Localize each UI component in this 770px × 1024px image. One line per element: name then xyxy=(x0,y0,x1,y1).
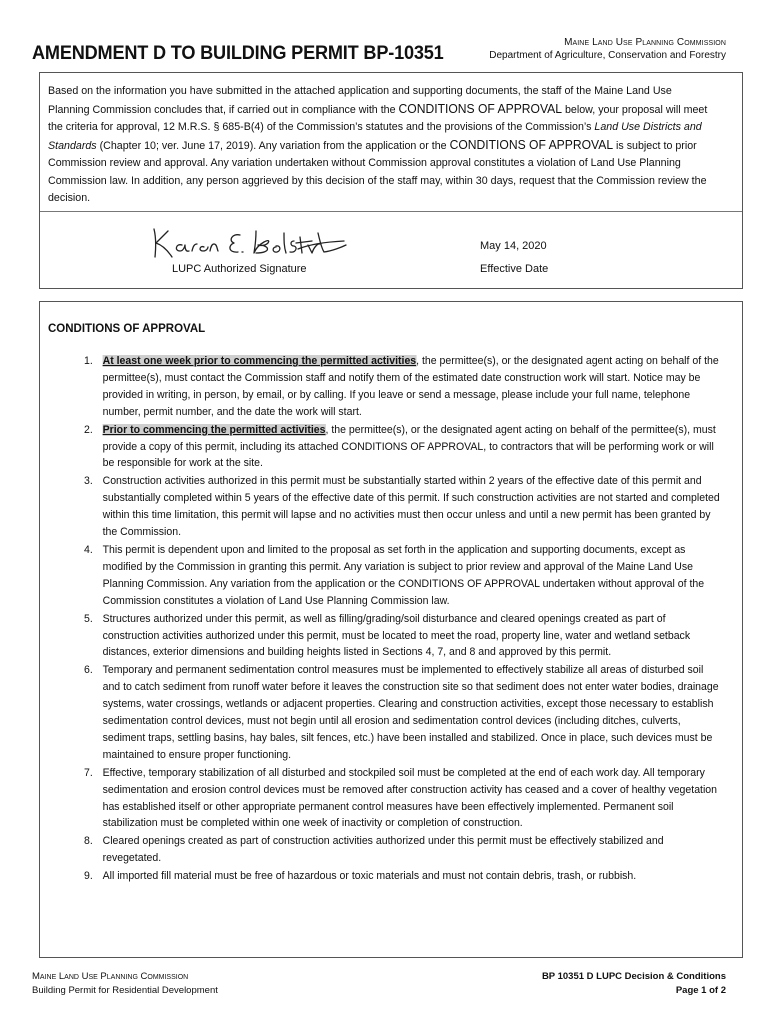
condition-item xyxy=(48,833,721,867)
condition-text xyxy=(103,868,721,885)
footer-page-number: Page 1 of 2 xyxy=(675,985,726,996)
condition-body: Effective, temporary stabilization of all disturbed and stockpiled soil must be completed at the end of each work day. All temporary sedimentation and erosion control devices must be removed after construction activity has ceased and a cover of healthy vegetation has established itself or other appropriate permanent control measures have been effectively implemented. Permanent soil stabilization must be completed within one week of inactivity or completion of construction. xyxy=(102,766,718,830)
condition-item xyxy=(48,542,721,610)
condition-text xyxy=(103,473,721,541)
condition-item xyxy=(48,868,721,885)
condition-body: Cleared openings created as part of construction activities authorized under this permit must be effectively stabilized and revegetated. xyxy=(102,835,664,865)
condition-body: Temporary and permanent sedimentation control measures must be implemented to effectively stabilize all areas of disturbed soil and to catch sediment from runoff water before it leaves the construction site so that sediment does not enter water bodies, drainage systems, water crossings, wetlands or adjacent properties. Clearing and construction activities, except those necessary to establish sedimentation control devices, must not begin until all erosion and sedimentation control devices (including ditches, culverts, sediment traps, settling basins, hay bales, silt fences, etc.) have been installed and stabilized. Once in place, such devices must be maintained to ensure proper functioning. xyxy=(102,664,719,761)
condition-item xyxy=(48,765,721,833)
intro-text-2: below, your proposal will meet the criteria for approval, 12 M.R.S. § 685-B(4) of the Commission’s statutes and the provisions of the Commission’s xyxy=(48,103,708,133)
condition-text xyxy=(103,542,721,610)
agency-block xyxy=(489,36,726,62)
agency-name: Maine Land Use Planning Commission xyxy=(564,37,726,48)
decision-box xyxy=(39,72,743,289)
intro-text-3: (Chapter 10; ver. June 17, 2019). Any variation from the application or the xyxy=(96,139,450,152)
conditions-list xyxy=(48,353,721,886)
condition-item xyxy=(48,473,721,541)
condition-number: 7. xyxy=(84,766,93,779)
footer-left xyxy=(32,970,218,998)
effective-date-label: Effective Date xyxy=(480,263,549,275)
condition-number: 3. xyxy=(84,475,93,488)
intro-text-1: Based on the information you have submitted in the attached application and supporting documents, the staff of the Maine Land Use Planning Commission concludes that, if carried out in compliance with the xyxy=(48,85,672,116)
conditions-box xyxy=(39,301,743,958)
condition-text xyxy=(103,353,721,421)
decision-paragraph xyxy=(48,83,711,208)
condition-text xyxy=(103,611,721,662)
condition-text xyxy=(103,833,721,867)
condition-item xyxy=(48,422,721,473)
condition-body: Structures authorized under this permit, as well as filling/grading/soil disturbance and cleared openings created as part of construction activities authorized under this permit, must be located to meet the road, property line, water and wetland setback distances, exterior dimensions and building heights listed in Sections 4, 7, and 8 and approved by this permit. xyxy=(102,612,691,659)
condition-body: This permit is dependent upon and limited to the proposal as set forth in the application and supporting documents, except as modified by the Commission in granting this permit. Any variation is subject to prior review and approval of the Maine Land Use Planning Commission. Any variation from the application or the CONDITIONS OF APPROVAL undertaken without approval of the Commission constitutes a violation of Land Use Planning Commission law. xyxy=(102,543,705,607)
effective-date-value: May 14, 2020 xyxy=(480,240,547,252)
condition-number: 2. xyxy=(84,423,93,436)
condition-highlight: Prior to commencing the permitted activities xyxy=(102,423,326,436)
agency-department: Department of Agriculture, Conservation and Forestry xyxy=(489,50,726,61)
condition-text xyxy=(103,765,721,833)
condition-text xyxy=(103,662,721,763)
page-title: AMENDMENT D TO BUILDING PERMIT BP-10351 xyxy=(32,42,444,64)
condition-number: 1. xyxy=(84,355,93,367)
condition-body: Construction activities authorized in this permit must be substantially started within 2 years of the effective date of this permit and substantially completed within 5 years of the effective date of this permit. If such construction activities are not started and completed within this time limitation, this permit will lapse and no activities must then occur unless and until a new permit has been granted by the Commission. xyxy=(102,475,720,539)
footer-right xyxy=(542,970,726,998)
condition-number: 8. xyxy=(84,835,93,848)
condition-body: , the permittee(s), or the designated agent acting on behalf of the permittee(s), must provide a copy of this permit, including its attached CONDITIONS OF APPROVAL, to contractors that will be performing work or will be responsible for work at the site. xyxy=(102,423,716,470)
handwritten-signature xyxy=(148,223,348,263)
intro-text-4: is subject to prior Commission review and approval. Any variation undertaken without Commission approval constitutes a violation of Land Use Planning Commission law. In addition, any person aggrieved by this decision of the staff may, within 30 days, request that the Commission review the decision. xyxy=(48,139,707,204)
condition-body: , the permittee(s), or the designated agent acting on behalf of the permittee(s), must contact the Commission staff and notify them of the estimated date construction work will start. Notice may be provided in writing, in person, by email, or by calling. If you leave or send a message, please include your full name, telephone number, permit number, and the date the work will start. xyxy=(102,355,719,418)
divider xyxy=(40,211,742,212)
signature-label: LUPC Authorized Signature xyxy=(172,263,307,275)
condition-number: 4. xyxy=(84,543,93,556)
condition-item xyxy=(48,611,721,662)
condition-number: 9. xyxy=(84,870,93,883)
condition-number: 6. xyxy=(84,664,93,677)
footer-document-id: BP 10351 D LUPC Decision & Conditions xyxy=(541,971,726,982)
condition-highlight: At least one week prior to commencing the permitted activities xyxy=(102,355,417,367)
conditions-heading: CONDITIONS OF APPROVAL xyxy=(48,323,206,335)
condition-item xyxy=(48,662,721,763)
footer-permit-type: Building Permit for Residential Development xyxy=(32,985,218,996)
condition-body: All imported fill material must be free of hazardous or toxic materials and must not contain debris, trash, or rubbish. xyxy=(102,870,637,883)
intro-caps-1: CONDITIONS OF APPROVAL xyxy=(398,101,563,116)
footer-agency: Maine Land Use Planning Commission xyxy=(32,971,189,982)
intro-caps-2: CONDITIONS OF APPROVAL xyxy=(449,137,614,152)
condition-number: 5. xyxy=(84,612,93,625)
intro-italic: Land Use Districts and Standards xyxy=(48,121,702,152)
condition-text xyxy=(103,422,721,473)
condition-item xyxy=(48,353,721,421)
